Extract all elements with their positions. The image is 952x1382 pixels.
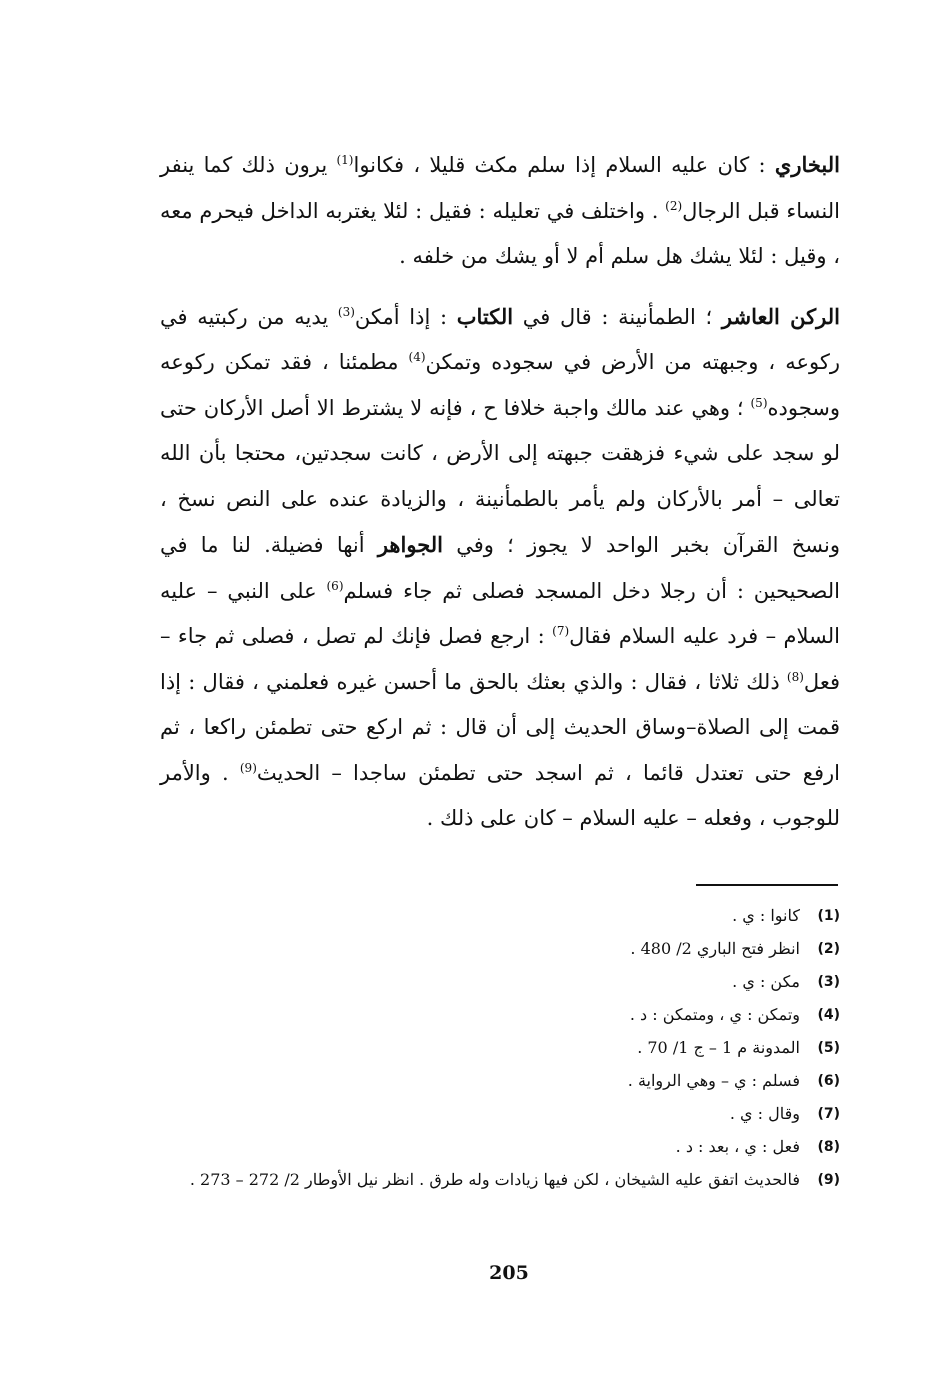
footnote-text: فعل : ي ، بعد : د . — [675, 1137, 800, 1156]
paragraph-1-lead: البخاري — [774, 152, 840, 177]
footnote-number: (7) — [817, 1106, 840, 1122]
paragraph-2-text: : ارجع فصل فإنك لم تصل ، فصلى ثم جاء – فعل — [160, 624, 840, 694]
footnote-item — [180, 999, 840, 1032]
paragraph-2-text: مطمئنا ، فقد تمكن ركوعه وسجوده — [160, 350, 840, 420]
paragraph-2-text: ؛ وهي عند مالك واجبة خلافا ح ، فإنه لا يشترط الا أصل الأركان حتى لو سجد على شيء فزهقت جبهته إلى الأرض ، كانت سجدتين، محتجا بأن الله تعالى – أمر بالأركان ولم يأمر بالطمأنينة ، والزيادة عنده على النص نسخ ، ونسخ القرآن بخبر الواحد لا يجوز ؛ وفي — [160, 395, 840, 557]
footnote-text: مكن : ي . — [732, 972, 800, 991]
footnote-number: (8) — [817, 1139, 840, 1155]
paragraph-2-text: : إذا أمكن — [354, 304, 457, 329]
footnote-number: (6) — [817, 1073, 840, 1089]
paragraph-2 — [160, 294, 840, 842]
footnote-text: فالحديث اتفق عليه الشيخان ، لكن فيها زيادات وله طرق . انظر نيل الأوطار 2/ 272 – 273 . — [189, 1170, 800, 1189]
paragraph-2-text: ؛ الطمأنينة : قال في — [513, 304, 722, 329]
footnote-ref-2[interactable]: (2) — [665, 198, 683, 213]
footnote-text: كانوا : ي . — [732, 906, 800, 925]
footnote-item — [180, 933, 840, 966]
paragraph-gap — [160, 280, 840, 294]
paragraph-2-text: يديه من ركبتيه في ركوعه ، وجبهته من الأرض في سجوده وتمكن — [160, 304, 840, 374]
footnote-ref-8[interactable]: (8) — [786, 669, 804, 684]
footnote-ref-9[interactable]: (9) — [239, 760, 257, 775]
footnotes — [180, 900, 840, 1197]
footnote-number: (1) — [817, 908, 840, 924]
footnote-number: (3) — [817, 974, 840, 990]
footnote-ref-4[interactable]: (4) — [408, 350, 426, 364]
paragraph-2-text: ذلك ثلاثا ، فقال : والذي بعثك بالحق ما أحسن غيره فعلمني ، فقال : إذا قمت إلى الصلاة–وساق الحديث إلى أن قال : ثم اركع حتى تطمئن راكعا ، ثم ارفع حتى تعتدل قائما ، ثم اسجد حتى تطمئن ساجدا – الحديث — [160, 669, 840, 785]
footnote-item — [180, 900, 840, 933]
page-number: 205 — [489, 1262, 529, 1284]
footnote-item — [180, 1032, 840, 1065]
paragraph-1-text: : كان عليه السلام إذا سلم مكث قليلا ، فكانوا — [353, 153, 775, 177]
book-title: الكتاب — [456, 303, 514, 329]
footnote-item — [180, 1065, 840, 1098]
main-text — [160, 142, 840, 842]
footnote-item — [180, 1098, 840, 1131]
paragraph-2-text: على النبي – عليه السلام – فرد عليه السلام فقال — [160, 578, 841, 648]
footnote-item — [180, 1164, 840, 1197]
footnote-number: (4) — [817, 1007, 840, 1023]
footnote-text: المدونة م 1 – ج 1/ 70 . — [637, 1038, 800, 1057]
footnote-text: انظر فتح الباري 2/ 480 . — [630, 939, 800, 958]
footnote-text: وتمكن : ي ، ومتمكن : د . — [629, 1005, 800, 1024]
paragraph-1-text: يرون ذلك كما ينفر النساء قبل الرجال — [160, 153, 840, 223]
footnote-ref-1[interactable]: (1) — [336, 153, 354, 167]
footnote-text: فسلم : ي – وهي الرواية . — [627, 1071, 800, 1090]
paragraph-2-lead: الركن العاشر — [721, 303, 840, 329]
footnote-number: (5) — [817, 1040, 840, 1056]
footnote-item — [180, 966, 840, 999]
footnote-text: وقال : ي . — [729, 1104, 800, 1123]
footnote-ref-7[interactable]: (7) — [552, 624, 570, 638]
paragraph-2-text: أنها فضيلة. لنا ما في الصحيحين : أن رجلا دخل المسجد فصلى ثم جاء فسلم — [160, 533, 840, 603]
footnote-ref-6[interactable]: (6) — [326, 578, 344, 593]
book-title: الجواهر — [377, 532, 443, 557]
footnote-ref-5[interactable]: (5) — [750, 395, 768, 410]
footnote-divider — [696, 884, 838, 886]
footnote-item — [180, 1131, 840, 1164]
footnote-number: (2) — [817, 941, 840, 957]
paragraph-2-text: . والأمر للوجوب ، وفعله – عليه السلام – كان على ذلك . — [160, 760, 840, 830]
footnote-number: (9) — [817, 1172, 840, 1188]
footnote-ref-3[interactable]: (3) — [337, 304, 355, 319]
paragraph-1-text: . واختلف في تعليله : فقيل : لئلا يغتربه الداخل فيحرم معه ، وقيل : لئلا يشك هل سلم أم لا أو يشك من خلفه . — [160, 198, 840, 268]
paragraph-1 — [160, 142, 840, 280]
